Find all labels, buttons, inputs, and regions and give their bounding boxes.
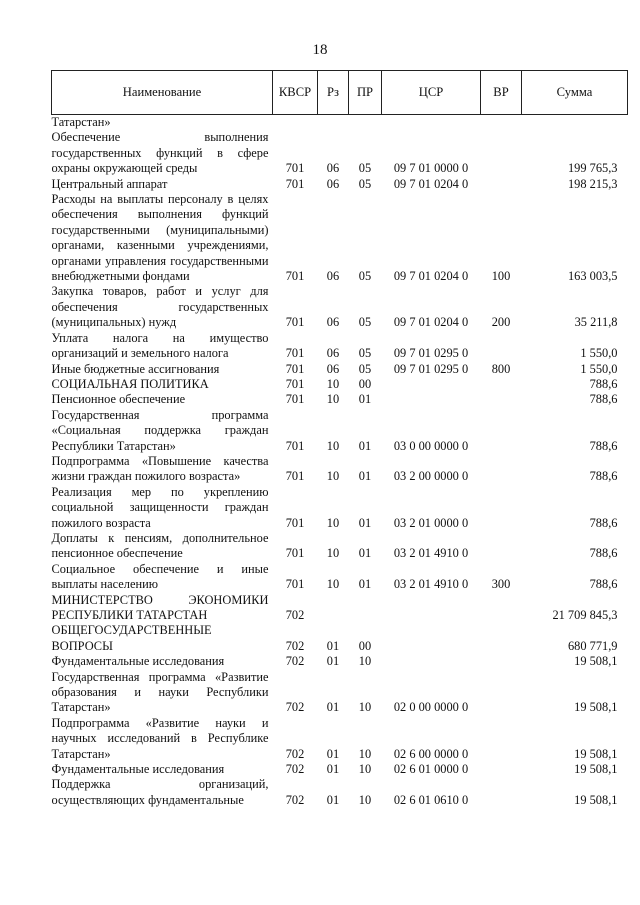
- cell-sum: 788,6: [589, 577, 618, 592]
- cell-vr: [481, 593, 522, 624]
- cell-vr: [481, 716, 522, 762]
- cell-csr: 09 7 01 0204 0: [393, 269, 469, 284]
- cell-kvsr: 701: [285, 176, 305, 191]
- cell-pr: [349, 593, 382, 624]
- cell-name: Подпрограмма «Развитие науки и научных исследований в Республике Татарстан»: [51, 715, 269, 761]
- cell-kvsr: [273, 115, 318, 131]
- cell-rz: 01: [326, 746, 340, 761]
- table-row: [52, 408, 628, 454]
- table-row: [52, 130, 628, 176]
- cell-rz: 10: [326, 577, 340, 592]
- cell-pr: 00: [358, 638, 372, 653]
- cell-pr: 05: [358, 315, 372, 330]
- cell-kvsr: 702: [285, 638, 305, 653]
- table-row: [52, 331, 628, 362]
- cell-rz: 01: [326, 762, 340, 777]
- cell-sum: 19 508,1: [574, 700, 618, 715]
- header-vr: ВР: [481, 71, 522, 115]
- table-row: [52, 654, 628, 669]
- cell-rz: 01: [326, 792, 340, 807]
- cell-rz: 06: [326, 346, 340, 361]
- cell-rz: 06: [326, 269, 340, 284]
- cell-sum: 680 771,9: [567, 638, 618, 653]
- cell-name: Татарстан»: [51, 115, 111, 129]
- cell-kvsr: 701: [285, 315, 305, 330]
- cell-vr: 300: [491, 577, 511, 592]
- cell-name: Социальное обеспечение и иные выплаты населению: [51, 561, 269, 592]
- cell-kvsr: 701: [285, 376, 305, 391]
- cell-rz: 10: [326, 469, 340, 484]
- table-row: [52, 115, 628, 131]
- cell-pr: 05: [358, 176, 372, 191]
- cell-pr: 05: [358, 161, 372, 176]
- table-row: [52, 377, 628, 392]
- cell-kvsr: 702: [285, 608, 305, 622]
- cell-kvsr: 701: [285, 161, 305, 176]
- cell-kvsr: 701: [285, 438, 305, 453]
- cell-name: Обеспечение выполнения государственных функций в сфере охраны окружающей среды: [51, 130, 269, 176]
- cell-rz: 10: [326, 546, 340, 561]
- cell-name: ОБЩЕГОСУДАРСТВЕННЫЕ ВОПРОСЫ: [51, 623, 212, 653]
- cell-vr: [481, 115, 522, 131]
- cell-pr: 10: [358, 746, 372, 761]
- cell-rz: 01: [326, 700, 340, 715]
- table-row: [52, 623, 628, 654]
- cell-rz: 10: [326, 376, 340, 391]
- cell-csr: 09 7 01 0295 0: [393, 346, 469, 361]
- cell-sum: [522, 115, 628, 131]
- cell-pr: 00: [358, 376, 372, 391]
- cell-rz: 01: [326, 654, 340, 669]
- cell-sum: 19 508,1: [574, 746, 618, 761]
- cell-csr: 09 7 01 0000 0: [393, 161, 469, 176]
- cell-name: Доплаты к пенсиям, дополнительное пенсионное обеспечение: [51, 530, 269, 561]
- cell-csr: 03 2 00 0000 0: [393, 469, 469, 484]
- cell-csr: 03 2 01 4910 0: [393, 546, 469, 561]
- cell-vr: [481, 485, 522, 531]
- cell-vr: [481, 623, 522, 654]
- cell-sum: 21 709 845,3: [552, 608, 618, 622]
- cell-csr: 09 7 01 0204 0: [393, 315, 469, 330]
- table-row: [52, 177, 628, 192]
- cell-name: Уплата налога на имущество организаций и земельного налога: [51, 330, 269, 361]
- cell-pr: 05: [358, 361, 372, 376]
- cell-name: Государственная программа «Развитие образования и науки Республики Татарстан»: [51, 669, 269, 715]
- cell-kvsr: 701: [285, 361, 305, 376]
- cell-name: Фундаментальные исследования: [51, 762, 225, 777]
- cell-csr: [382, 593, 481, 624]
- cell-vr: [481, 377, 522, 392]
- header-pr: ПР: [349, 71, 382, 115]
- cell-name: СОЦИАЛЬНАЯ ПОЛИТИКА: [51, 376, 209, 391]
- cell-csr: 09 7 01 0204 0: [393, 176, 469, 191]
- cell-kvsr: 702: [285, 792, 305, 807]
- cell-pr: [349, 115, 382, 131]
- cell-name: МИНИСТЕРСТВО ЭКОНОМИКИ РЕСПУБЛИКИ ТАТАРСТАН: [51, 592, 269, 622]
- cell-sum: 1 550,0: [580, 361, 618, 376]
- table-row: [52, 362, 628, 377]
- cell-sum: 19 508,1: [574, 792, 618, 807]
- cell-pr: 01: [358, 515, 372, 530]
- cell-sum: 788,6: [589, 546, 618, 561]
- table-header-row: [52, 71, 628, 115]
- cell-vr: [481, 762, 522, 777]
- cell-kvsr: 701: [285, 469, 305, 484]
- cell-kvsr: 702: [285, 762, 305, 777]
- cell-sum: 788,6: [589, 438, 618, 453]
- table-row: [52, 531, 628, 562]
- table-row: [52, 392, 628, 407]
- cell-vr: [481, 392, 522, 407]
- cell-pr: 01: [358, 546, 372, 561]
- cell-csr: 02 0 00 0000 0: [393, 700, 469, 715]
- cell-rz: 10: [326, 392, 340, 407]
- cell-csr: 09 7 01 0295 0: [393, 361, 469, 376]
- cell-rz: 06: [326, 315, 340, 330]
- cell-pr: 10: [358, 654, 372, 669]
- cell-sum: 788,6: [589, 376, 618, 391]
- cell-kvsr: 702: [285, 746, 305, 761]
- cell-sum: 163 003,5: [567, 269, 618, 284]
- cell-kvsr: 701: [285, 346, 305, 361]
- header-csr: ЦСР: [382, 71, 481, 115]
- cell-pr: 10: [358, 762, 372, 777]
- header-sum: Сумма: [522, 71, 628, 115]
- cell-rz: 06: [326, 361, 340, 376]
- cell-sum: 35 211,8: [574, 315, 618, 330]
- cell-name: Поддержка организаций, осуществляющих фундаментальные: [51, 777, 269, 807]
- cell-kvsr: 701: [285, 546, 305, 561]
- cell-rz: 10: [326, 515, 340, 530]
- cell-vr: [481, 531, 522, 562]
- cell-sum: 788,6: [589, 469, 618, 484]
- cell-vr: 800: [491, 361, 511, 376]
- cell-name: Государственная программа «Социальная поддержка граждан Республики Татарстан»: [51, 407, 269, 453]
- cell-vr: 200: [491, 315, 511, 330]
- cell-csr: 02 6 00 0000 0: [393, 746, 469, 761]
- cell-sum: 788,6: [589, 392, 618, 407]
- cell-csr: [382, 623, 481, 654]
- cell-sum: 19 508,1: [574, 654, 618, 669]
- cell-name: Реализация мер по укреплению социальной защищенности граждан пожилого возраста: [51, 484, 269, 530]
- cell-sum: 1 550,0: [580, 346, 618, 361]
- table-row: [52, 716, 628, 762]
- cell-pr: 01: [358, 577, 372, 592]
- cell-vr: [481, 408, 522, 454]
- header-name: Наименование: [52, 71, 273, 115]
- table-row: [52, 284, 628, 330]
- cell-vr: 100: [491, 269, 511, 284]
- cell-vr: [481, 670, 522, 716]
- cell-csr: [382, 377, 481, 392]
- cell-pr: 10: [358, 792, 372, 807]
- cell-csr: 03 2 01 0000 0: [393, 515, 469, 530]
- cell-kvsr: 701: [285, 577, 305, 592]
- cell-kvsr: 701: [285, 269, 305, 284]
- cell-name: Подпрограмма «Повышение качества жизни граждан пожилого возраста»: [51, 453, 269, 484]
- table-row: [52, 562, 628, 593]
- table-row: [52, 762, 628, 777]
- cell-vr: [481, 777, 522, 808]
- cell-kvsr: 702: [285, 654, 305, 669]
- cell-vr: [481, 177, 522, 192]
- table-body: [52, 115, 628, 809]
- cell-pr: 01: [358, 469, 372, 484]
- budget-table: [51, 70, 628, 808]
- cell-name: Пенсионное обеспечение: [51, 392, 186, 407]
- cell-vr: [481, 331, 522, 362]
- cell-csr: 02 6 01 0610 0: [393, 792, 469, 807]
- cell-rz: 01: [326, 638, 340, 653]
- cell-rz: 10: [326, 438, 340, 453]
- table-row: [52, 670, 628, 716]
- table-row: [52, 593, 628, 624]
- cell-rz: 06: [326, 176, 340, 191]
- cell-kvsr: 702: [285, 700, 305, 715]
- cell-pr: 05: [358, 346, 372, 361]
- table-row: [52, 485, 628, 531]
- cell-name: Закупка товаров, работ и услуг для обеспечения государственных (муниципальных) нужд: [51, 284, 269, 330]
- page-number: 18: [312, 42, 328, 58]
- cell-csr: 03 2 01 4910 0: [393, 577, 469, 592]
- cell-vr: [481, 654, 522, 669]
- cell-csr: 02 6 01 0000 0: [393, 762, 469, 777]
- cell-csr: [382, 392, 481, 407]
- cell-pr: 01: [358, 392, 372, 407]
- cell-name: Фундаментальные исследования: [51, 654, 225, 669]
- cell-pr: 01: [358, 438, 372, 453]
- cell-name: Иные бюджетные ассигнования: [51, 361, 220, 376]
- header-kvsr: КВСР: [273, 71, 318, 115]
- cell-rz: [318, 115, 349, 131]
- cell-csr: [382, 654, 481, 669]
- cell-rz: [318, 593, 349, 624]
- table-row: [52, 777, 628, 808]
- cell-pr: 10: [358, 700, 372, 715]
- cell-sum: 788,6: [589, 515, 618, 530]
- cell-sum: 19 508,1: [574, 762, 618, 777]
- cell-csr: 03 0 00 0000 0: [393, 438, 469, 453]
- header-rz: Рз: [318, 71, 349, 115]
- cell-kvsr: 701: [285, 392, 305, 407]
- cell-name: Расходы на выплаты персоналу в целях обеспечения выполнения функций государственными (муниципальными) органами, казенными учреждениями, органами управления государственными внебюджетными фондами: [51, 192, 269, 284]
- cell-rz: 06: [326, 161, 340, 176]
- cell-csr: [382, 115, 481, 131]
- cell-vr: [481, 454, 522, 485]
- cell-kvsr: 701: [285, 515, 305, 530]
- cell-vr: [481, 130, 522, 176]
- cell-pr: 05: [358, 269, 372, 284]
- table-row: [52, 192, 628, 284]
- table-row: [52, 454, 628, 485]
- cell-sum: 199 765,3: [567, 161, 618, 176]
- cell-name: Центральный аппарат: [51, 176, 168, 191]
- cell-sum: 198 215,3: [567, 176, 618, 191]
